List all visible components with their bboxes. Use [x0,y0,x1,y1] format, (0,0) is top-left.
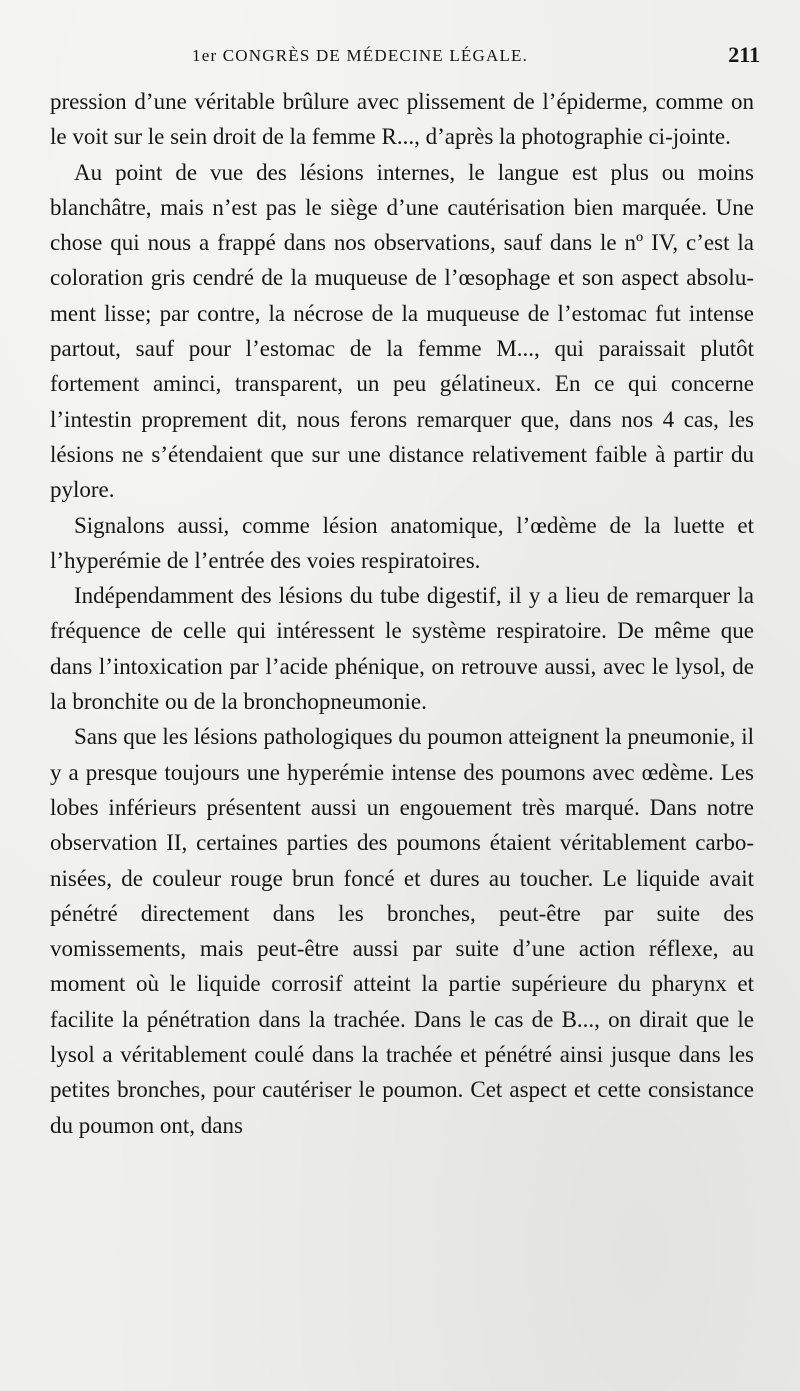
paragraph: Au point de vue des lésions internes, le langue est plus ou moins blanchâtre, mais n’est pas le siège d’une cautérisation bien marquée. Une chose qui nous a frappé dans nos observations, sauf dans le nº IV, c’est la coloration gris cendré de la muqueuse de l’œsophage et son aspect absolument lisse; par contre, la nécrose de la muqueuse de l’estomac fut intense partout, sauf pour l’estomac de la femme M..., qui paraissait plutôt fortement aminci, transparent, un peu gélatineux. En ce qui concerne l’intestin proprement dit, nous ferons remarquer que, dans nos 4 cas, les lésions ne s’étendaient que sur une distance relativement faible à partir du pylore. [50,159,754,503]
paragraph: Signalons aussi, comme lésion anatomique, l’œdème de la luette et l’hyperémie de l’entrée des voies respiratoires. [50,512,754,573]
paragraph: pression d’une véritable brûlure avec plissement de l’épiderme, comme on le voit sur le sein droit de la femme R..., d’après la photographie ci-jointe. [50,89,754,150]
paragraph: Sans que les lésions pathologiques du poumon atteignent la pneumonie, il y a presque toujours une hyperémie intense des poumons avec œdème. Les lobes inférieurs présentent aussi un engouement très marqué. Dans notre observation II, certaines parties des poumons étaient véritablement carbonisées, de couleur rouge brun foncé et dures au toucher. Le liquide avait pénétré directement dans les bronches, peut-être par suite des vomissements, mais peut-être aussi par suite d’une action réflexe, au moment où le liquide corrosif atteint la partie supérieure du pharynx et facilite la pénétration dans la trachée. Dans le cas de B..., on dirait que le lysol a véritablement coulé dans la trachée et pénétré ainsi jusque dans les petites bronches, pour cautériser le poumon. Cet aspect et cette consistance du poumon ont, dans [50,724,754,1138]
running-header [48,40,760,72]
body-text [50,84,754,1143]
running-header-title: 1er CONGRÈS DE MÉDECINE LÉGALE. [192,46,529,65]
page-number: 211 [728,42,760,67]
paragraph: Indépendamment des lésions du tube digestif, il y a lieu de remarquer la fréquence de celle qui intéressent le système respiratoire. De même que dans l’intoxication par l’acide phénique, on retrouve aussi, avec le lysol, de la bronchite ou de la bronchopneumonie. [50,583,754,715]
